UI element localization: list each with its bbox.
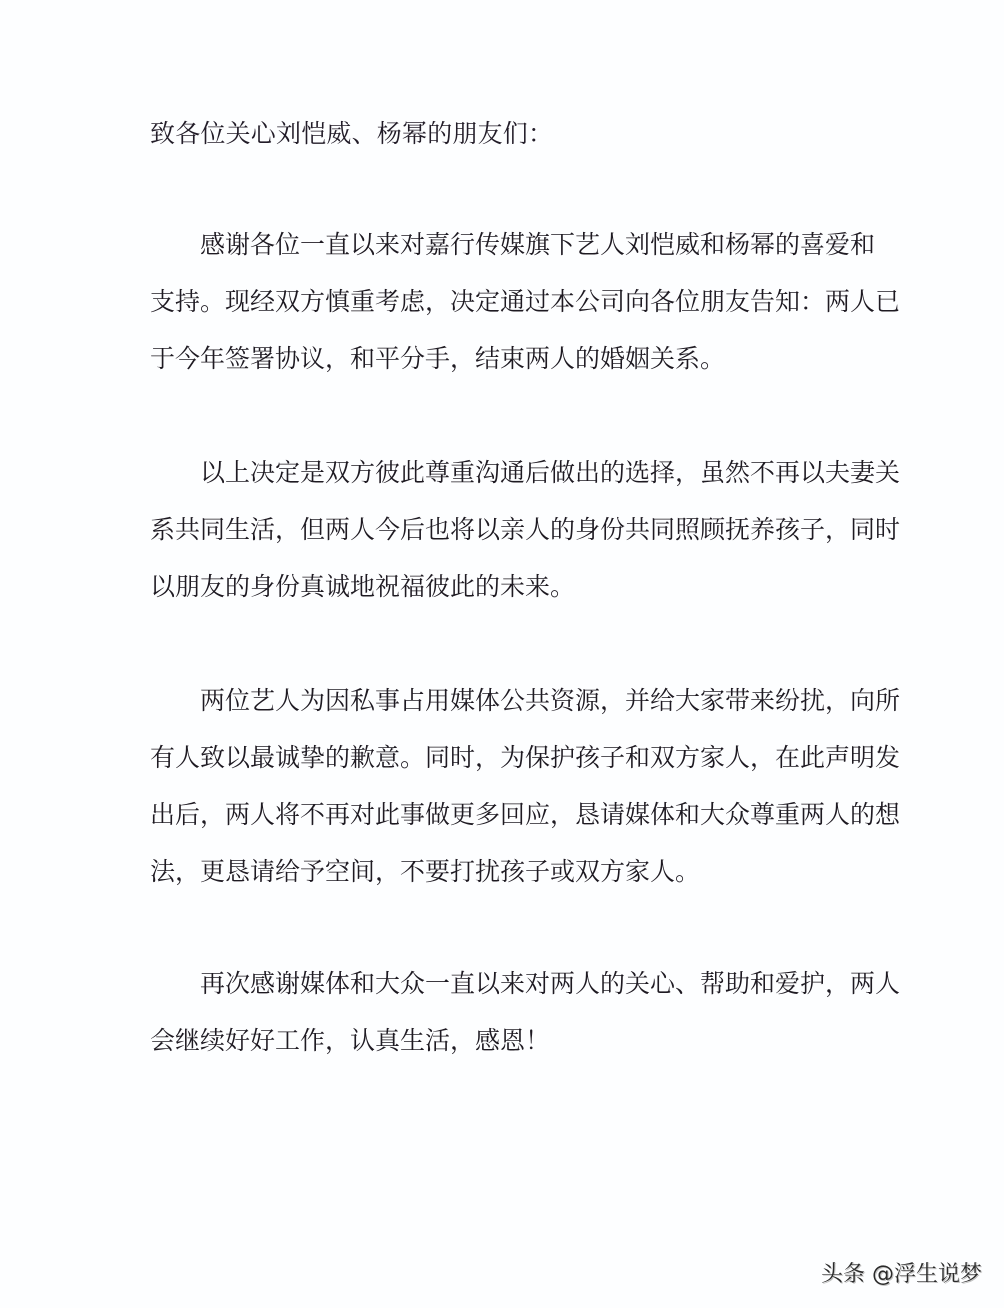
paragraph-line: 两位艺人为因私事占用媒体公共资源，并给大家带来纷扰，向所 bbox=[200, 686, 901, 715]
paragraph-line: 有人致以最诚挚的歉意。同时，为保护孩子和双方家人，在此声明发 bbox=[150, 743, 901, 772]
source-watermark: 头条 @浮生说梦 bbox=[821, 1262, 982, 1287]
paragraph-line: 系共同生活，但两人今后也将以亲人的身份共同照顾抚养孩子，同时 bbox=[150, 515, 901, 544]
paragraph-line: 以上决定是双方彼此尊重沟通后做出的选择，虽然不再以夫妻关 bbox=[200, 458, 901, 487]
salutation: 致各位关心刘恺威、杨幂的朋友们： bbox=[150, 119, 554, 148]
paragraph-line: 感谢各位一直以来对嘉行传媒旗下艺人刘恺威和杨幂的喜爱和 bbox=[200, 230, 876, 259]
paragraph-line: 出后，两人将不再对此事做更多回应，恳请媒体和大众尊重两人的想 bbox=[150, 800, 901, 829]
paragraph-line: 会继续好好工作，认真生活，感恩！ bbox=[150, 1026, 551, 1055]
paragraph-line: 支持。现经双方慎重考虑，决定通过本公司向各位朋友告知：两人已 bbox=[150, 287, 901, 316]
paragraph-decision bbox=[150, 444, 906, 615]
paragraph-line: 以朋友的身份真诚地祝福彼此的未来。 bbox=[150, 572, 576, 601]
paragraph-apology bbox=[150, 672, 906, 900]
paragraph-line: 于今年签署协议，和平分手，结束两人的婚姻关系。 bbox=[150, 344, 726, 373]
paragraph-closing bbox=[150, 955, 906, 1069]
paragraph-thanks bbox=[150, 216, 906, 387]
paragraph-line: 法，更恳请给予空间，不要打扰孩子或双方家人。 bbox=[150, 857, 701, 886]
paragraph-line: 再次感谢媒体和大众一直以来对两人的关心、帮助和爱护，两人 bbox=[200, 969, 901, 998]
